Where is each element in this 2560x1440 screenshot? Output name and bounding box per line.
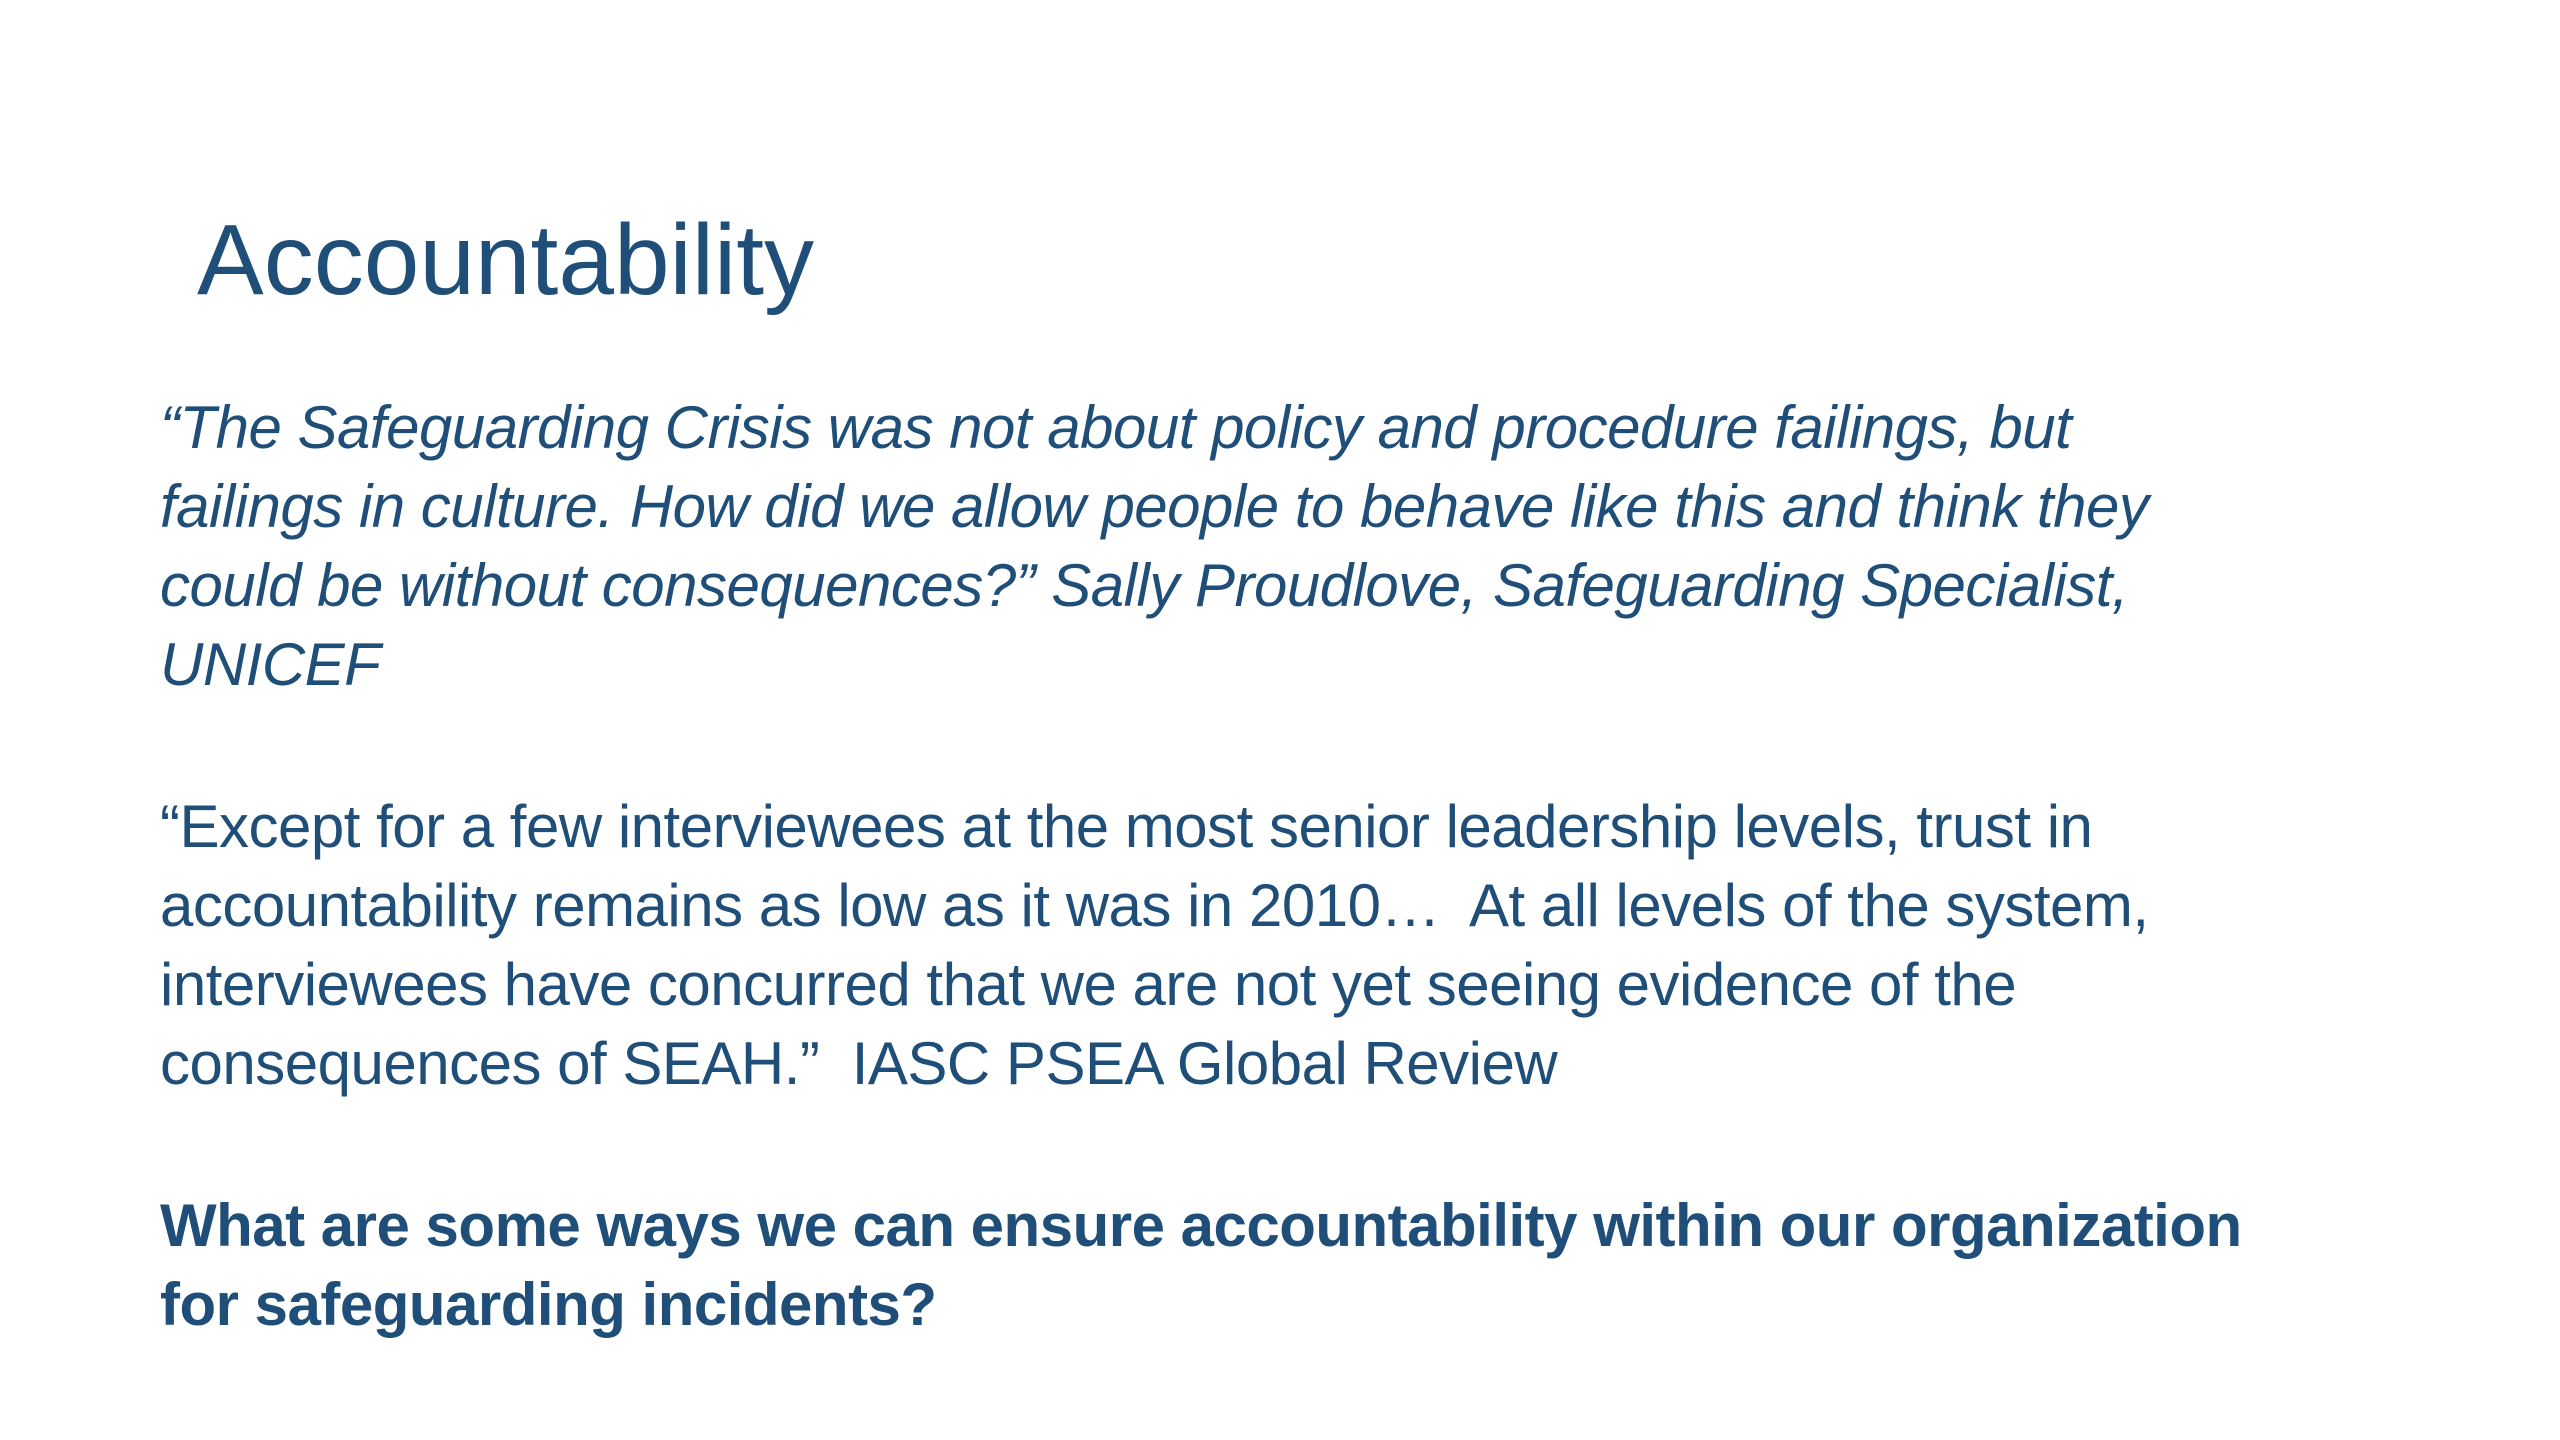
quote-proudlove-line-2: failings in culture. How did we allow people to behave like this and think they <box>160 473 2149 540</box>
paragraph-spacer <box>160 704 2500 787</box>
quote-proudlove-line-1: “The Safeguarding Crisis was not about policy and procedure failings, but <box>160 394 2072 461</box>
discussion-question <box>160 1186 2500 1344</box>
discussion-question-line-1: What are some ways we can ensure accountability within our organization <box>160 1192 2242 1259</box>
paragraph-spacer <box>160 1103 2500 1186</box>
quote-iasc-psea-line-2: accountability remains as low as it was in 2010… At all levels of the system, <box>160 872 2149 939</box>
slide-body <box>160 388 2500 1344</box>
quote-iasc-psea <box>160 787 2500 1103</box>
discussion-question-line-2: for safeguarding incidents? <box>160 1271 937 1338</box>
quote-iasc-psea-line-1: “Except for a few interviewees at the most senior leadership levels, trust in <box>160 793 2093 860</box>
quote-proudlove-line-3: could be without consequences?” Sally Proudlove, Safeguarding Specialist, <box>160 552 2129 619</box>
quote-iasc-psea-line-4: consequences of SEAH.” IASC PSEA Global Review <box>160 1030 1558 1097</box>
quote-proudlove-line-4: UNICEF <box>160 631 381 698</box>
quote-proudlove <box>160 388 2500 704</box>
slide-title: Accountability <box>197 204 814 316</box>
quote-iasc-psea-line-3: interviewees have concurred that we are not yet seeing evidence of the <box>160 951 2017 1018</box>
